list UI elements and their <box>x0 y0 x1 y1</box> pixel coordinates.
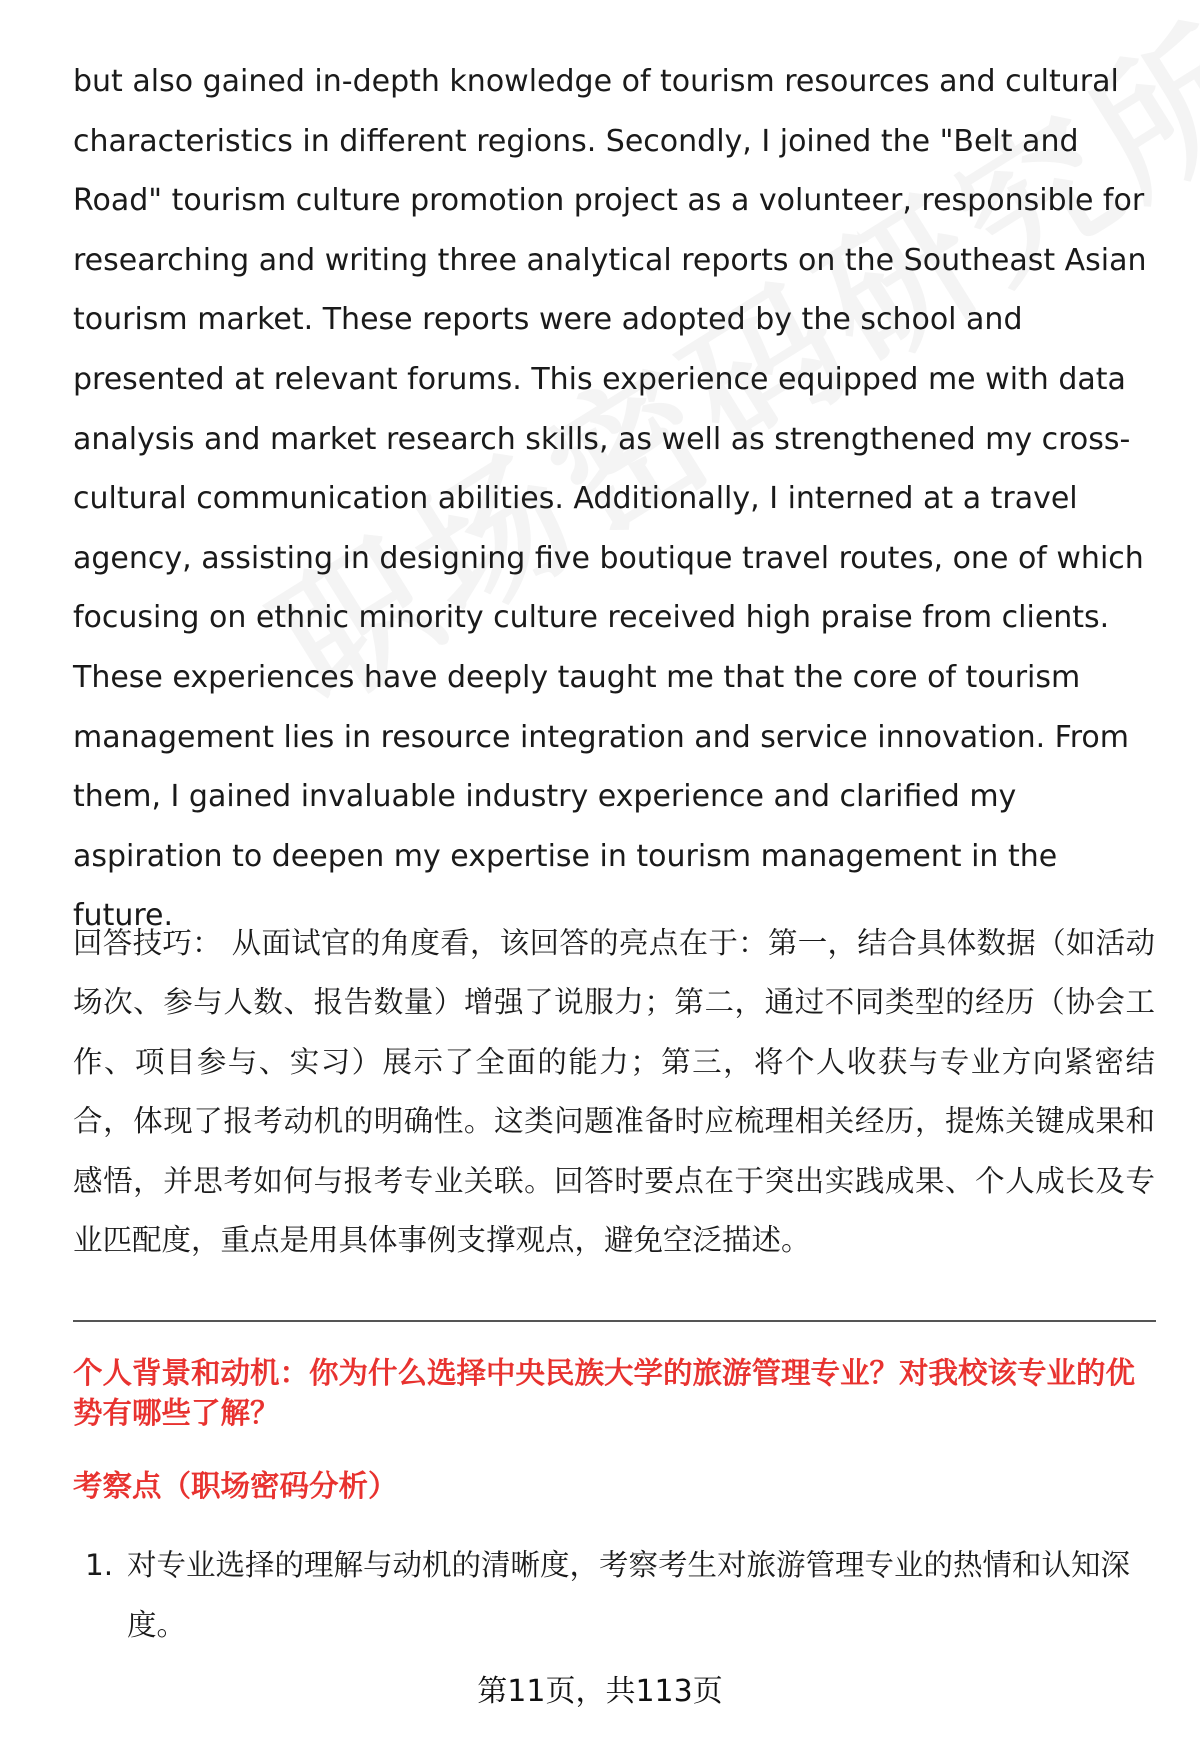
section-divider <box>73 1320 1156 1322</box>
interview-question: 个人背景和动机：你为什么选择中央民族大学的旅游管理专业？对我校该专业的优势有哪些了解？ <box>73 1356 1136 1430</box>
answer-paragraph-english: but also gained in-depth knowledge of tourism resources and cultural characteristics in different regions. Secondly, I joined the "Belt and Road" tourism culture promotion project as a volunteer, responsible for researching and writing three analytical reports on the Southeast Asian tourism market. These reports were adopted by the school and presented at relevant forums. This experience equipped me with data analysis and market research skills, as well as strengthened my cross-cultural communication abilities. Additionally, I interned at a travel agency, assisting in designing five boutique travel routes, one of which focusing on ethnic minority culture received high praise from clients. These experiences have deeply taught me that the core of tourism management lies in resource integration and service innovation. From them, I gained invaluable industry experience and clarified my aspiration to deepen my expertise in tourism management in the future. <box>73 64 1147 934</box>
assessment-points-heading: 考察点（职场密码分析） <box>73 1469 398 1503</box>
page-number-footer: 第11页，共113页 <box>477 1674 723 1709</box>
answer-tips-paragraph: 回答技巧： 从面试官的角度看，该回答的亮点在于：第一，结合具体数据（如活动场次、参与人数、报告数量）增强了说服力；第二，通过不同类型的经历（协会工作、项目参与、实习）展示了全面的能力；第三，将个人收获与专业方向紧密结合，体现了报考动机的明确性。这类问题准备时应梳理相关经历，提炼关键成果和感悟，并思考如何与报考专业关联。回答时要点在于突出实践成果、个人成长及专业匹配度，重点是用具体事例支撑观点，避免空泛描述。 <box>73 926 1155 1258</box>
list-item-text: 对专业选择的理解与动机的清晰度，考察考生对旅游管理专业的热情和认知深度。 <box>127 1548 1131 1642</box>
list-item-number: 1. <box>85 1548 114 1582</box>
